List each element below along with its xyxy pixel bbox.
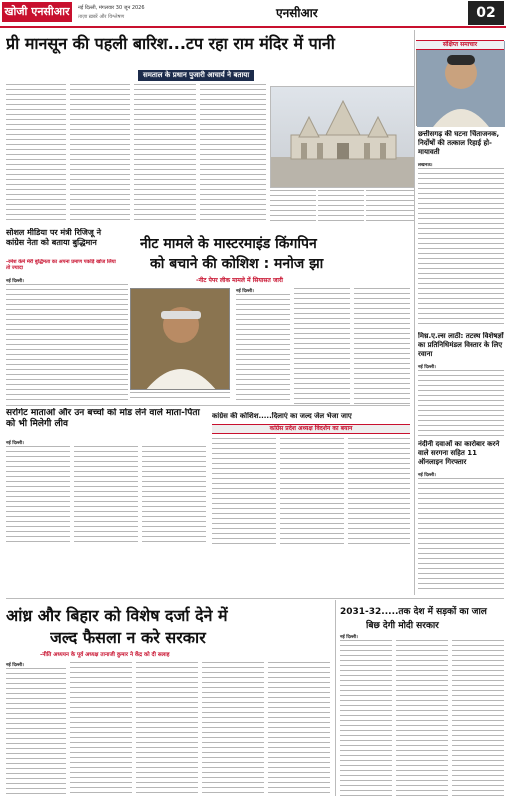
lead-column-3 [134,84,196,224]
mayawati-photo [416,40,504,126]
bottom-body-2 [70,662,132,796]
bottom-body-5 [268,662,330,796]
mayawati-body [418,168,504,328]
neet-photo-caption [130,392,230,402]
lead-column-2 [70,84,130,224]
rijiju-byline: नई दिल्ली। [6,279,24,284]
congress-headline: कांग्रेस की कोशिश.....दिलाएं का जल्द जेल भेजा जाए [212,412,352,420]
neet-body-3 [354,288,410,404]
roads-headline-line2: बिछ देगी मोदी सरकार [366,621,439,631]
lead-column-4 [200,84,266,224]
bottom-body-3 [136,662,198,796]
roads-divider [335,600,336,796]
ram-temple-photo [270,86,415,188]
surrogate-headline: सरोगेट माताओं और उन बच्चों को मोड लेने वाले माता-पिता को भी मिलेगी लीव [6,408,200,429]
neet-headline-line2: को बचाने की कोशिश : मनोज झा [150,256,324,272]
right-photo-caption: संक्षिप्त समाचार [416,40,504,50]
rijiju-headline: सोशल मीडिया पर मंत्री रिजिजू ने कांग्रेस नेता को बताया बुद्धिमान [6,228,102,247]
congress-subhead: कांग्रेस प्रदेश अध्यक्ष विदर्शन का बयान [212,424,410,434]
brand-logo: खोजी एनसीआर [2,2,72,22]
mayawati-byline: लखनऊ। [418,163,433,168]
drugs-body [418,478,504,592]
bottom-body-4 [202,662,264,796]
lead-column-1 [6,84,66,224]
neet-body-2 [294,288,350,404]
bottom-headline-line1: आंध्र और बिहार को विशेष दर्जा देने में [6,606,228,625]
experts-byline: नई दिल्ली। [418,365,436,370]
roads-body-3 [452,640,504,796]
drugs-headline: नंदीनी दवाओं का कारोबार करने वाले सरगना सहित 11 ऑनलाइन गिरफ्तार [418,440,500,466]
surrogate-body-3 [142,446,206,546]
rijiju-subhead: -रमेश केमे मेरी बुद्धिमता का अपना प्रमाण पकड़ि खोज लिया तो ज्यादा [6,259,116,271]
masthead-rule [0,26,506,28]
bottom-body-1 [6,668,66,796]
mayawati-headline: छत्तीसगढ़ की घटना चिंताजनक, निर्दोषों की तत्काल रिहाई हो-मायावती [418,130,500,156]
temple-caption-1 [270,190,316,224]
manoj-jha-photo [130,288,230,390]
neet-byline: नई दिल्ली। [236,289,254,294]
congress-body-2 [280,438,344,546]
masthead [0,0,506,26]
section-title: एनसीआर [276,6,318,20]
bottom-byline: नई दिल्ली। [6,663,24,668]
roads-headline-line1: 2031-32.....तक देश में सड़कों का जाल [340,607,487,617]
lead-kicker: समताल के प्रधान पुजारी आचार्य ने बताया [138,70,254,81]
lead-headline: प्री मानसून की पहली बारिश...टप रहा राम मंदिर में पानी [6,34,335,53]
roads-body-2 [396,640,448,796]
roads-body-1 [340,640,392,796]
drugs-byline: नई दिल्ली। [418,473,436,478]
rijiju-body [6,284,128,402]
congress-body-3 [348,438,410,546]
surrogate-divider [6,405,410,406]
neet-headline-line1: नीट मामले के मास्टरमाइंड किंगपिन [140,236,317,252]
congress-body-1 [212,438,276,546]
experts-headline: मिथ्र.ए.ल्स लाठी: तटस्थ विशेषज्ञों का प्रतिनिधिमंडल विस्तार के लिए रवाना [418,332,504,358]
neet-body-1 [236,294,290,404]
roads-byline: नई दिल्ली। [340,635,358,640]
neet-subhead: -नीट पेपर लीक मामले में सियासत जारी [196,277,283,284]
surrogate-byline: नई दिल्ली। [6,441,24,446]
bottom-divider [6,598,504,599]
subline: ताज़ा ख़बरें और विश्लेषण [78,14,125,20]
bottom-headline-line2: जल्द फैसला न करे सरकार [50,628,206,647]
temple-caption-2 [318,190,364,224]
right-column-divider [414,30,415,595]
surrogate-body-2 [74,446,138,546]
bottom-subhead: -नीति अध्ययन के पूर्व अध्यक्ष तानाजी कुमार ने केंद्र को दी सलाह [40,652,170,658]
temple-caption-3 [366,190,414,224]
dateline: नई दिल्ली, मंगलवार 30 जून 2026 [78,5,145,11]
experts-body [418,370,504,436]
page-number: 02 [468,1,504,25]
surrogate-body-1 [6,446,70,546]
